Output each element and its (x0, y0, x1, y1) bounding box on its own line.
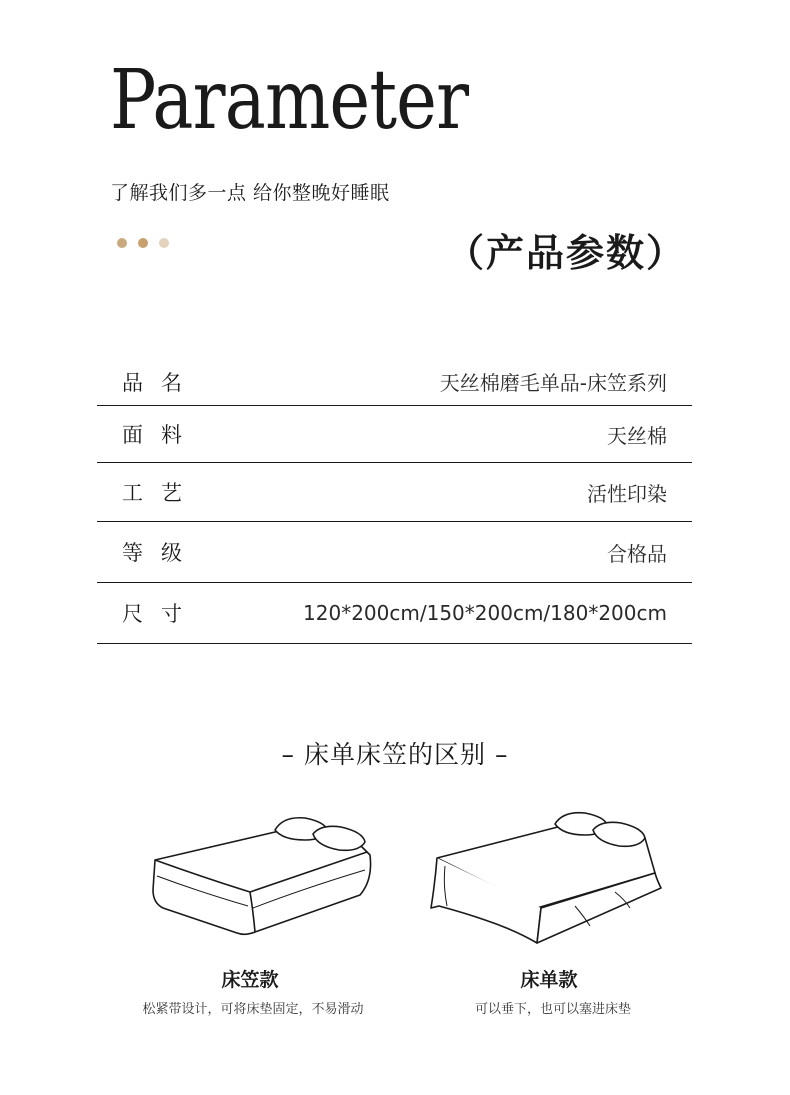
flat-sheet-bed-illustration (425, 808, 665, 953)
param-label: 品名 (122, 370, 200, 395)
param-value: 活性印染 (587, 481, 667, 506)
param-value: 天丝棉磨毛单品-床笠系列 (439, 371, 667, 395)
param-row-grade (97, 522, 692, 583)
param-label: 尺寸 (122, 602, 200, 626)
param-row-fabric (97, 406, 692, 463)
flat-sheet-desc: 可以垂下，也可以塞进床垫 (474, 1002, 631, 1017)
fitted-sheet-name: 床笠款 (221, 969, 279, 991)
page-title-en: Parameter (110, 53, 469, 148)
dot-1 (117, 238, 127, 248)
param-row-size (97, 583, 692, 644)
param-value: 合格品 (607, 541, 667, 566)
param-label: 面料 (122, 423, 200, 447)
page-title-cn: （产品参数） (445, 231, 686, 275)
param-value: 天丝棉 (607, 423, 667, 448)
fitted-sheet-bed-illustration (145, 810, 380, 945)
decorative-dots (117, 238, 169, 248)
param-label: 等级 (122, 541, 200, 565)
param-row-name (97, 358, 692, 406)
param-label: 工艺 (122, 481, 200, 505)
param-value: 120*200cm/150*200cm/180*200cm (303, 601, 667, 625)
dot-3 (159, 238, 169, 248)
fitted-sheet-desc: 松紧带设计，可将床垫固定，不易滑动 (142, 1002, 364, 1017)
page-subtitle: 了解我们多一点 给你整晚好睡眠 (110, 182, 390, 204)
comparison-title: – 床单床笠的区别 – (281, 740, 509, 769)
param-row-craft (97, 463, 692, 522)
dot-2 (138, 238, 148, 248)
flat-sheet-name: 床单款 (520, 969, 578, 991)
parameter-table (97, 358, 692, 644)
